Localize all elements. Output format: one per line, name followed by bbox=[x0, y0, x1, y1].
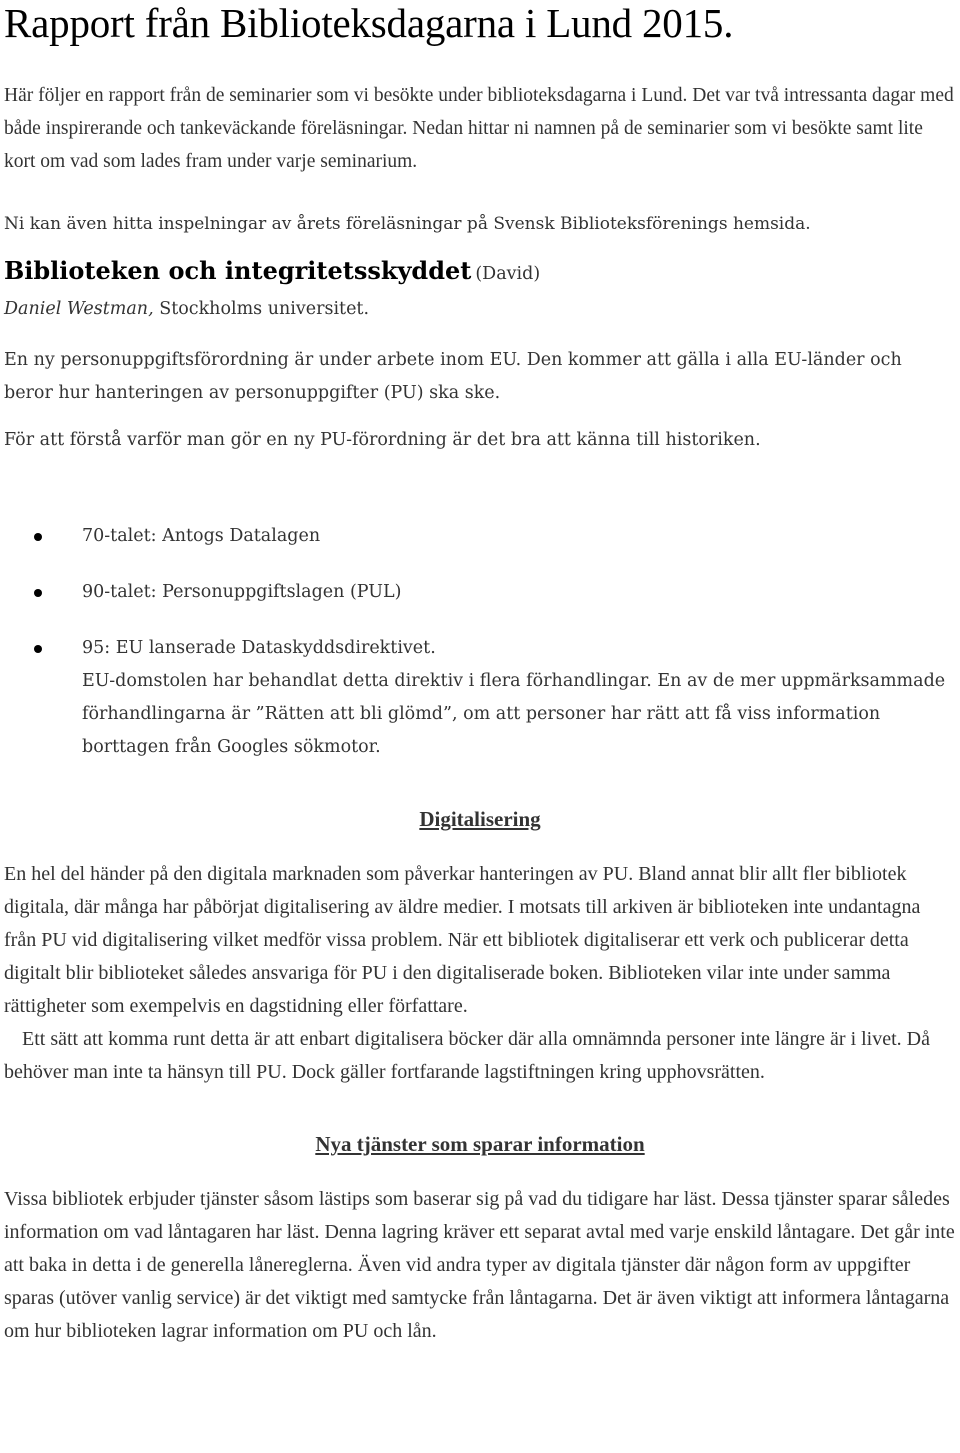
seminar-attendee: (David) bbox=[475, 264, 541, 284]
list-item-text: 95: EU lanserade Dataskyddsdirektivet. bbox=[82, 638, 436, 658]
list-item bbox=[4, 520, 956, 553]
section-heading-nya-tjanster: Nya tjänster som sparar information bbox=[315, 1132, 645, 1156]
recordings-paragraph: Ni kan även hitta inspelningar av årets föreläsningar på Svensk Biblioteksförenings hemsida. bbox=[4, 214, 811, 234]
list-item bbox=[4, 632, 956, 764]
seminar-heading bbox=[4, 253, 956, 293]
bullet-icon bbox=[34, 645, 42, 653]
list-item-text: 70-talet: Antogs Datalagen bbox=[82, 526, 321, 546]
speaker-name: Daniel Westman, bbox=[4, 299, 154, 319]
list-item-text: 90-talet: Personuppgiftslagen (PUL) bbox=[82, 582, 402, 602]
history-list bbox=[4, 520, 956, 764]
speaker-line bbox=[4, 293, 956, 326]
body-paragraph: En ny personuppgiftsförordning är under arbete inom EU. Den kommer att gälla i alla EU-länder och beror hur hanteringen av personuppgifter (PU) ska ske. bbox=[4, 350, 902, 403]
body-paragraph: Ett sätt att komma runt detta är att enbart digitalisera böcker där alla omnämnda personer inte längre är i livet. Då behöver man inte ta hänsyn till PU. Dock gäller fortfarande lagstiftningen kring upphovsrätten. bbox=[4, 1028, 930, 1083]
speaker-affiliation: Stockholms universitet. bbox=[159, 299, 370, 319]
seminar-title: Biblioteken och integritetsskyddet bbox=[4, 256, 472, 285]
bullet-icon bbox=[34, 589, 42, 597]
list-item-continuation: EU-domstolen har behandlat detta direktiv i flera förhandlingar. En av de mer uppmärksammade förhandlingarna är ”Rätten att bli glömd”, om att personer har rätt att få viss information borttagen från Googles sökmotor. bbox=[82, 671, 946, 757]
body-paragraph: Vissa bibliotek erbjuder tjänster såsom lästips som baserar sig på vad du tidigare har läst. Dessa tjänster sparar således information om vad låntagaren har läst. Denna lagring kräver ett separat avtal med varje enskild låntagare. Det går inte att baka in detta i de generella lånereglerna. Även vid andra typer av digitala tjänster där någon form av uppgifter sparas (utöver vanlig service) är det viktigt med samtycke från låntagarna. Det är även viktigt att informera låntagarna om hur biblioteken lagrar information om PU och lån. bbox=[4, 1188, 955, 1342]
bullet-icon bbox=[34, 533, 42, 541]
document-title: Rapport från Biblioteksdagarna i Lund 2015. bbox=[4, 0, 734, 46]
body-paragraph: En hel del händer på den digitala marknaden som påverkar hanteringen av PU. Bland annat blir allt fler bibliotek digitala, där många har påbörjat digitalisering av äldre medier. I motsats till arkiven är biblioteken inte undantagna från PU vid digitalisering vilket medför vissa problem. När ett bibliotek digitaliserar ett verk och publicerar detta digitalt blir biblioteket således ansvariga för PU i den digitaliserade boken. Biblioteken vilar inte under samma rättigheter som exempelvis en dagstidning eller författare. bbox=[4, 863, 921, 1017]
list-item bbox=[4, 576, 956, 609]
intro-paragraph: Här följer en rapport från de seminarier som vi besökte under biblioteksdagarna i Lund. Det var två intressanta dagar med både inspirerande och tankeväckande föreläsningar. Nedan hittar ni namnen på de seminarier som vi besökte samt lite kort om vad som lades fram under varje seminarium. bbox=[4, 85, 954, 172]
section-heading-digitalisering: Digitalisering bbox=[419, 807, 541, 831]
body-paragraph: För att förstå varför man gör en ny PU-förordning är det bra att känna till historiken. bbox=[4, 430, 761, 450]
